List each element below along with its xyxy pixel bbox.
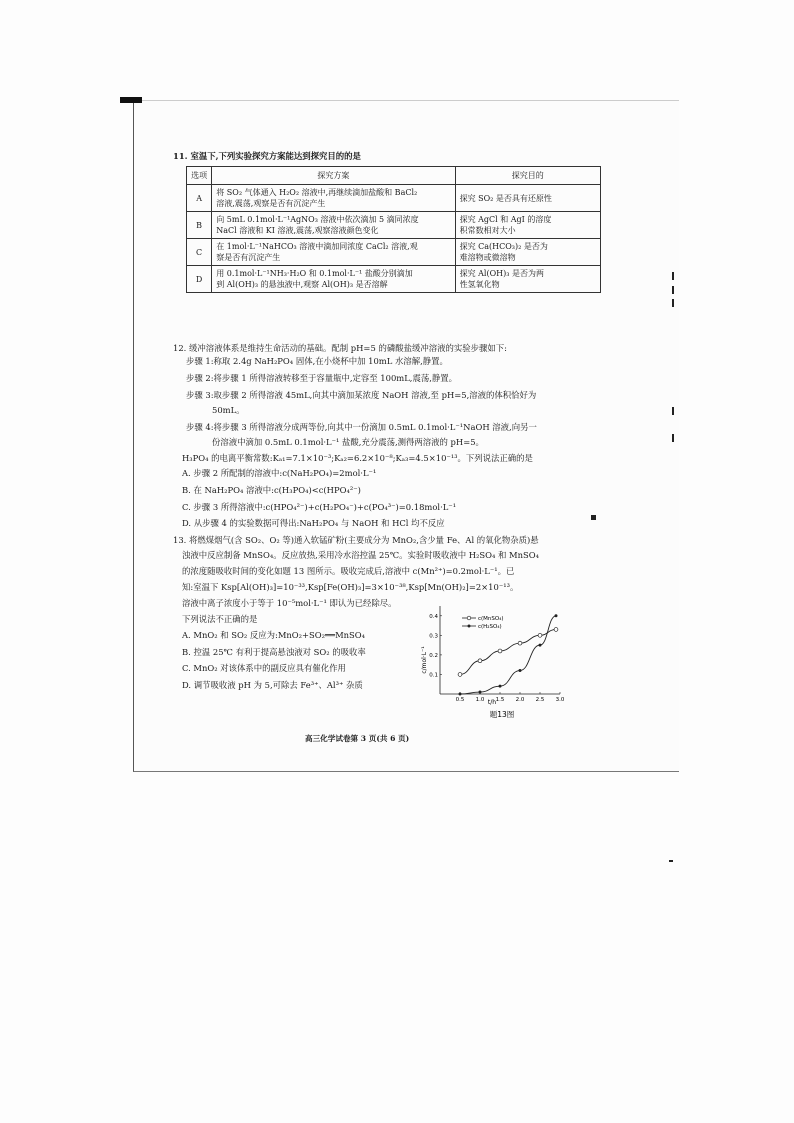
- q11-table: [186, 166, 601, 293]
- chart-svg: [420, 598, 570, 728]
- data-point-mnso4: [498, 649, 502, 653]
- q13-chart: [420, 598, 570, 728]
- q13-stem-line: 知:室温下 Ksp[Al(OH)₃]=10⁻³³,Ksp[Fe(OH)₃]=3×10⁻³⁸,Ksp[Mn(OH)₂]=2×10⁻¹³。: [182, 582, 519, 592]
- plan-line: 在 1mol·L⁻¹NaHCO₃ 溶液中滴加同浓度 CaCl₂ 溶液,观: [216, 242, 418, 251]
- data-point-mnso4: [554, 628, 558, 632]
- q12-step: 50mL。: [212, 405, 245, 415]
- x-tick-label: 0.5: [455, 697, 465, 703]
- q12-option: B. 在 NaH₂PO₄ 溶液中:c(H₃PO₄)<c(HPO₄²⁻): [182, 485, 361, 495]
- goal-line: 难溶物或微溶物: [459, 253, 516, 262]
- legend-marker-mnso4: [467, 616, 471, 620]
- q13-option: B. 控温 25℃ 有利于提高悬浊液对 SO₂ 的吸收率: [182, 647, 366, 657]
- q12-step: 步骤 4:将步骤 3 所得溶液分成两等份,向其中一份滴加 0.5mL 0.1mol·L⁻¹NaOH 溶液,向另一: [186, 422, 537, 432]
- x-tick-label: 2.5: [535, 697, 545, 703]
- q13-option: A. MnO₂ 和 SO₂ 反应为:MnO₂+SO₂══MnSO₄: [182, 630, 366, 640]
- y-axis-label: c/mol·L⁻¹: [421, 646, 428, 674]
- scan-corner-mark: [120, 97, 142, 103]
- goal-line: 性氢氧化物: [459, 280, 500, 289]
- q13-stem-line: 13. 将燃煤烟气(含 SO₂、O₂ 等)通入软锰矿粉(主要成分为 MnO₂,含少量 Fe、Al 的氧化物杂质)悬: [173, 535, 539, 545]
- row-option: D: [187, 266, 212, 293]
- goal-line: 积常数相对大小: [459, 226, 516, 235]
- row-goal: [455, 239, 600, 266]
- x-tick-label: 2.0: [515, 697, 525, 703]
- header-goal: 探究目的: [455, 167, 600, 185]
- data-point-h2so4: [479, 691, 482, 694]
- q13-option: D. 调节吸收液 pH 为 5,可除去 Fe³⁺、Al³⁺ 杂质: [182, 680, 363, 690]
- data-point-h2so4: [499, 685, 502, 688]
- q13-option: C. MnO₂ 对该体系中的副反应具有催化作用: [182, 663, 346, 673]
- plan-line: 向 5mL 0.1mol·L⁻¹AgNO₃ 溶液中依次滴加 5 滴同浓度: [216, 215, 419, 224]
- x-tick-label: 1.5: [495, 697, 505, 703]
- q12-option: A. 步骤 2 所配制的溶液中:c(NaH₂PO₄)=2mol·L⁻¹: [182, 468, 377, 478]
- data-point-mnso4: [458, 673, 462, 677]
- series-line-h2so4: [460, 616, 556, 694]
- scan-mark: [591, 515, 596, 520]
- goal-line: 探究 Ca(HCO₃)₂ 是否为: [459, 242, 548, 251]
- row-plan: [212, 212, 455, 239]
- row-goal: [455, 266, 600, 293]
- q11-stem: 11. 室温下,下列实验探究方案能达到探究目的的是: [173, 151, 361, 161]
- row-option: C: [187, 239, 212, 266]
- x-axis-label: t/h: [487, 699, 497, 706]
- plan-line: 察是否有沉淀产生: [216, 253, 281, 262]
- data-point-mnso4: [538, 633, 542, 637]
- goal-line: 探究 Al(OH)₃ 是否为两: [459, 269, 544, 278]
- table-row: [187, 239, 601, 266]
- y-tick-label: 0.3: [429, 633, 438, 640]
- y-tick-label: 0.2: [429, 652, 438, 659]
- row-goal: [455, 212, 600, 239]
- scan-mark: [669, 860, 673, 862]
- q13-stem-line: 溶液中离子浓度小于等于 10⁻⁵mol·L⁻¹ 即认为已经除尽。: [182, 598, 397, 608]
- row-option: B: [187, 212, 212, 239]
- q13-stem-line: 浊液中反应制备 MnSO₄。反应放热,采用冷水浴控温 25℃。实验时吸收液中 H₂SO₄ 和 MnSO₄: [182, 550, 539, 560]
- data-point-mnso4: [518, 641, 522, 645]
- plan-line: NaCl 溶液和 KI 溶液,震荡,观察溶液颜色变化: [216, 226, 379, 235]
- table-header-row: [187, 167, 601, 185]
- table-row: [187, 212, 601, 239]
- data-point-h2so4: [459, 693, 462, 696]
- plan-line: 到 Al(OH)₃ 的悬浊液中,观察 Al(OH)₃ 是否溶解: [216, 280, 388, 289]
- data-point-h2so4: [539, 644, 542, 647]
- q12-step: 步骤 2:将步骤 1 所得溶液转移至于容量瓶中,定容至 100mL,震荡,静置。: [186, 373, 457, 383]
- x-tick-label: 1.0: [475, 697, 485, 703]
- row-plan: [212, 266, 455, 293]
- plan-line: 用 0.1mol·L⁻¹NH₃·H₂O 和 0.1mol·L⁻¹ 盐酸分别滴加: [216, 269, 413, 278]
- q13-ask: 下列说法不正确的是: [182, 614, 258, 624]
- row-plan: [212, 185, 455, 212]
- q12-stem: 12. 缓冲溶液体系是维持生命活动的基础。配制 pH=5 的磷酸盐缓冲溶液的实验步骤如下:: [173, 343, 507, 353]
- plan-line: 将 SO₂ 气体通入 H₂O₂ 溶液中,再继续滴加盐酸和 BaCl₂: [216, 188, 418, 197]
- scan-mark: [672, 286, 674, 294]
- scan-mark: [672, 272, 674, 280]
- scan-mark: [672, 299, 674, 307]
- q12-step: 份溶液中滴加 0.5mL 0.1mol·L⁻¹ 盐酸,充分震荡,测得两溶液的 pH=5。: [212, 437, 484, 447]
- y-tick-label: 0.1: [429, 672, 438, 679]
- header-plan: 探究方案: [212, 167, 455, 185]
- y-tick-label: 0.4: [429, 613, 438, 620]
- goal-line: 探究 SO₂ 是否具有还原性: [459, 193, 552, 203]
- row-plan: [212, 239, 455, 266]
- data-point-mnso4: [478, 659, 482, 663]
- data-point-h2so4: [555, 614, 558, 617]
- x-tick-label: 3.0: [555, 697, 565, 703]
- plan-line: 溶液,震荡,观察是否有沉淀产生: [216, 199, 326, 208]
- scan-mark: [672, 434, 674, 442]
- data-point-h2so4: [519, 669, 522, 672]
- scan-mark: [672, 407, 674, 415]
- q12-step: 步骤 1:称取 2.4g NaH₂PO₄ 固体,在小烧杯中加 10mL 水溶解,静置。: [186, 356, 448, 366]
- chart-legend: [462, 616, 504, 630]
- legend-label-h2so4: c(H₂SO₄): [478, 624, 502, 630]
- legend-marker-h2so4: [468, 625, 471, 628]
- q12-constants: H₃PO₄ 的电离平衡常数:Kₐ₁=7.1×10⁻³;Kₐ₂=6.2×10⁻⁸;Kₐ₃=4.5×10⁻¹³。下列说法正确的是: [182, 453, 533, 463]
- row-goal: [455, 185, 600, 212]
- q13-stem-line: 的浓度随吸收时间的变化如题 13 图所示。吸收完成后,溶液中 c(Mn²⁺)=0.2mol·L⁻¹。已: [182, 566, 515, 576]
- goal-line: 探究 AgCl 和 AgI 的溶度: [459, 215, 552, 224]
- q12-step: 步骤 3:取步骤 2 所得溶液 45mL,向其中滴加某浓度 NaOH 溶液,至 pH=5,溶液的体积恰好为: [186, 390, 537, 400]
- q12-option: D. 从步骤 4 的实验数据可得出:NaH₂PO₄ 与 NaOH 和 HCl 均不反应: [182, 518, 445, 528]
- table-row: [187, 266, 601, 293]
- legend-label-mnso4: c(MnSO₄): [478, 616, 504, 622]
- chart-title: 题13图: [489, 710, 515, 719]
- row-option: A: [187, 185, 212, 212]
- page-footer: 高三化学试卷第 3 页(共 6 页): [305, 734, 410, 743]
- table-row: [187, 185, 601, 212]
- header-option: 选项: [187, 167, 212, 185]
- q12-option: C. 步骤 3 所得溶液中:c(HPO₄²⁻)+c(H₂PO₄⁻)+c(PO₄³⁻)=0.18mol·L⁻¹: [182, 502, 457, 512]
